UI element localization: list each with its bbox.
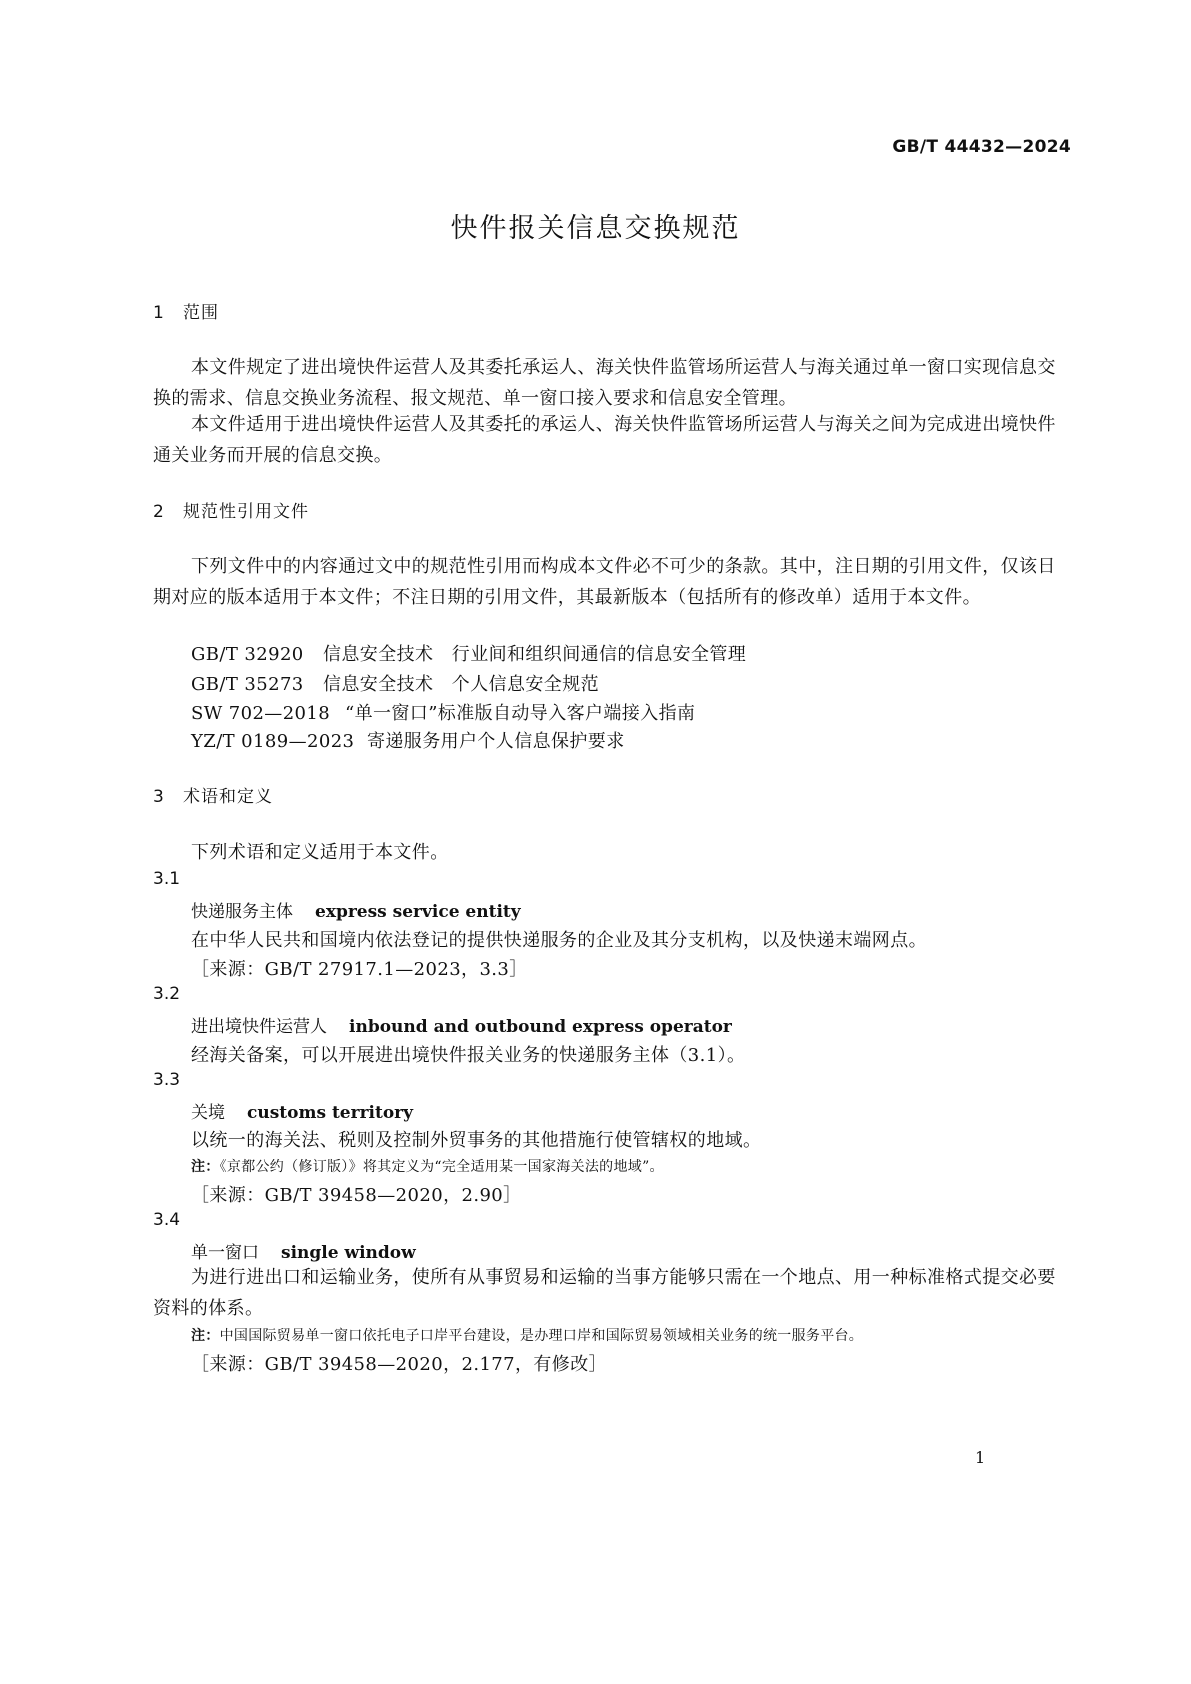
definition-text: 为进行进出口和运输业务，使所有从事贸易和运输的当事方能够只需在一个地点、用一种标准格式提交必要资料的体系。 [153, 1267, 1056, 1319]
note-text: 《京都公约（修订版）》将其定义为“完全适用某一国家海关法的地域”。 [219, 1159, 664, 1175]
term-number: 3.4 [153, 1210, 181, 1230]
term-number: 3.2 [153, 984, 181, 1004]
term-definition: 在中华人民共和国境内依法登记的提供快递服务的企业及其分支机构，以及快递末端网点。 [191, 930, 927, 951]
section-title: 术语和定义 [183, 787, 273, 807]
term-heading [191, 1098, 413, 1123]
term-chinese: 单一窗口 [191, 1243, 259, 1263]
term-chinese: 进出境快件运营人 [191, 1017, 327, 1037]
term-chinese: 快递服务主体 [191, 902, 293, 922]
reference-title: “单一窗口”标准版自动导入客户端接入指南 [345, 703, 696, 724]
reference-title: 寄递服务用户个人信息保护要求 [367, 731, 625, 752]
note-label: 注： [191, 1328, 220, 1344]
section-number: 2 [153, 502, 165, 522]
section-number: 3 [153, 787, 165, 807]
section-1-paragraph-1 [153, 352, 1071, 414]
note-label: 注： [191, 1159, 220, 1175]
term-definition: 经海关备案，可以开展进出境快件报关业务的快递服务主体（3.1）。 [191, 1045, 746, 1066]
normative-reference [191, 699, 695, 725]
term-english: single window [281, 1243, 416, 1263]
section-1-heading [153, 298, 219, 323]
page-number: 1 [975, 1448, 986, 1467]
section-number: 1 [153, 303, 165, 323]
reference-code: GB/T 32920 [191, 644, 304, 665]
reference-code: YZ/T 0189—2023 [191, 731, 355, 752]
term-number: 3.1 [153, 869, 181, 889]
reference-code: GB/T 35273 [191, 674, 304, 695]
section-2-heading [153, 497, 309, 522]
reference-code: SW 702—2018 [191, 703, 331, 724]
term-english: express service entity [315, 902, 521, 922]
term-chinese: 关境 [191, 1103, 225, 1123]
document-title: 快件报关信息交换规范 [450, 213, 741, 244]
section-title: 范围 [183, 303, 219, 323]
term-heading [191, 1012, 732, 1037]
term-heading [191, 1238, 416, 1263]
standard-code: GB/T 44432—2024 [892, 137, 1071, 157]
paragraph-text: 本文件规定了进出境快件运营人及其委托承运人、海关快件监管场所运营人与海关通过单一窗口实现信息交换的需求、信息交换业务流程、报文规范、单一窗口接入要求和信息安全管理。 [153, 357, 1056, 409]
normative-reference [191, 640, 746, 666]
term-heading [191, 897, 521, 922]
section-3-intro: 下列术语和定义适用于本文件。 [191, 842, 449, 863]
term-definition [153, 1262, 1071, 1324]
section-1-paragraph-2 [153, 409, 1071, 471]
reference-title: 信息安全技术 行业间和组织间通信的信息安全管理 [323, 644, 747, 665]
term-definition: 以统一的海关法、税则及控制外贸事务的其他措施行使管辖权的地域。 [191, 1130, 762, 1151]
section-2-paragraph-1 [153, 551, 1071, 613]
normative-reference [191, 670, 599, 696]
term-source: ［来源：GB/T 39458—2020，2.177，有修改］ [191, 1354, 607, 1375]
term-note [191, 1325, 863, 1345]
term-number: 3.3 [153, 1070, 181, 1090]
section-title: 规范性引用文件 [183, 502, 309, 522]
term-source: ［来源：GB/T 27917.1—2023，3.3］ [191, 959, 528, 980]
paragraph-text: 本文件适用于进出境快件运营人及其委托的承运人、海关快件监管场所运营人与海关之间为完成进出境快件通关业务而开展的信息交换。 [153, 414, 1056, 466]
term-english: customs territory [247, 1103, 414, 1123]
note-text: 中国国际贸易单一窗口依托电子口岸平台建设，是办理口岸和国际贸易领域相关业务的统一服务平台。 [219, 1328, 864, 1344]
term-english: inbound and outbound express operator [349, 1017, 732, 1037]
reference-title: 信息安全技术 个人信息安全规范 [323, 674, 599, 695]
term-note [191, 1156, 664, 1176]
normative-reference [191, 727, 625, 753]
section-3-heading [153, 782, 273, 807]
paragraph-text: 下列文件中的内容通过文中的规范性引用而构成本文件必不可少的条款。其中，注日期的引用文件，仅该日期对应的版本适用于本文件；不注日期的引用文件，其最新版本（包括所有的修改单）适用于本文件。 [153, 556, 1056, 608]
term-source: ［来源：GB/T 39458—2020，2.90］ [191, 1185, 522, 1206]
